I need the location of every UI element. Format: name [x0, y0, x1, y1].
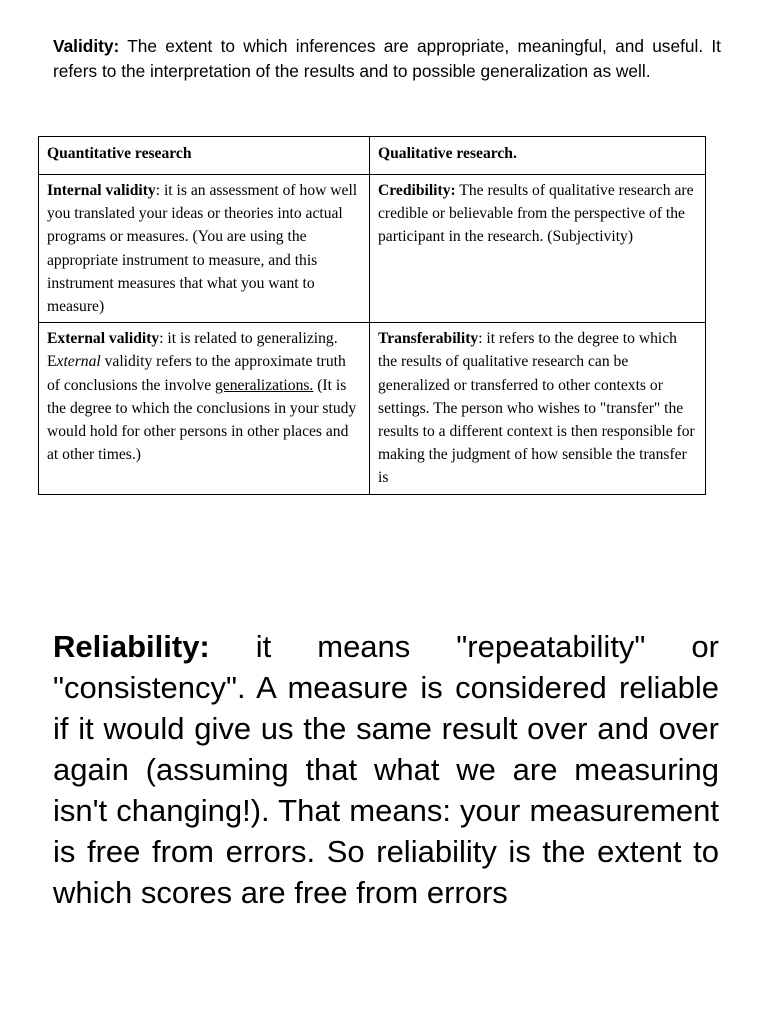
table-header-row	[39, 137, 706, 175]
credibility-text: The results of qualitative research are credible or believable from the perspective of the participant in the research. (Subjectivity)	[378, 182, 694, 246]
header-quantitative	[39, 137, 370, 175]
header-quantitative-label: Quantitative research	[47, 145, 192, 162]
internal-validity-term: Internal validity	[47, 182, 156, 199]
cell-internal-validity	[39, 175, 370, 323]
reliability-definition: it means "repeatability" or "consistency". A measure is considered reliable if it would give us the same result over and over again (assuming that what we are measuring isn't changing!). That means: your measurement is free from errors. So reliability is the extent to which scores are free from errors	[53, 629, 719, 910]
validity-definition: The extent to which inferences are appropriate, meaningful, and useful. It refers to the interpretation of the results and to possible generalization as well.	[53, 36, 721, 81]
validity-paragraph	[53, 34, 721, 84]
generalizations-underlined: generalizations.	[215, 376, 314, 394]
external-validity-text-1: : it is related to generalizing.	[159, 330, 338, 348]
external-validity-e: E	[47, 353, 57, 371]
external-validity-italic: xternal	[56, 353, 101, 371]
internal-validity-text: : it is an assessment of how well you translated your ideas or theories into actual programs or measures. (You are using the appropriate instrument to measure, and this instrument measures that what you want to measure)	[47, 182, 358, 316]
table-row	[39, 175, 706, 323]
transferability-term: Transferability	[378, 330, 479, 348]
validity-term: Validity:	[53, 36, 120, 56]
reliability-term: Reliability:	[53, 629, 210, 664]
table-row	[39, 323, 706, 494]
external-validity-text-3: (It is the degree to which the conclusions in your study would hold for other persons in other places and at other times.)	[47, 376, 357, 464]
validity-table	[38, 136, 706, 495]
cell-credibility	[370, 175, 706, 323]
cell-external-validity	[39, 323, 370, 494]
header-qualitative	[370, 137, 706, 175]
external-validity-text-2: validity refers to the approximate truth of conclusions the involve	[47, 353, 346, 394]
transferability-text: : it refers to the degree to which the results of qualitative research can be generalized or transferred to other contexts or settings. The person who wishes to "transfer" the results to a different context is then responsible for making the judgment of how sensible the transfer is	[378, 330, 695, 487]
cell-transferability	[370, 323, 706, 494]
reliability-paragraph	[53, 626, 719, 913]
header-qualitative-label: Qualitative research.	[378, 145, 517, 162]
credibility-term: Credibility:	[378, 182, 456, 199]
external-validity-term: External validity	[47, 330, 160, 348]
